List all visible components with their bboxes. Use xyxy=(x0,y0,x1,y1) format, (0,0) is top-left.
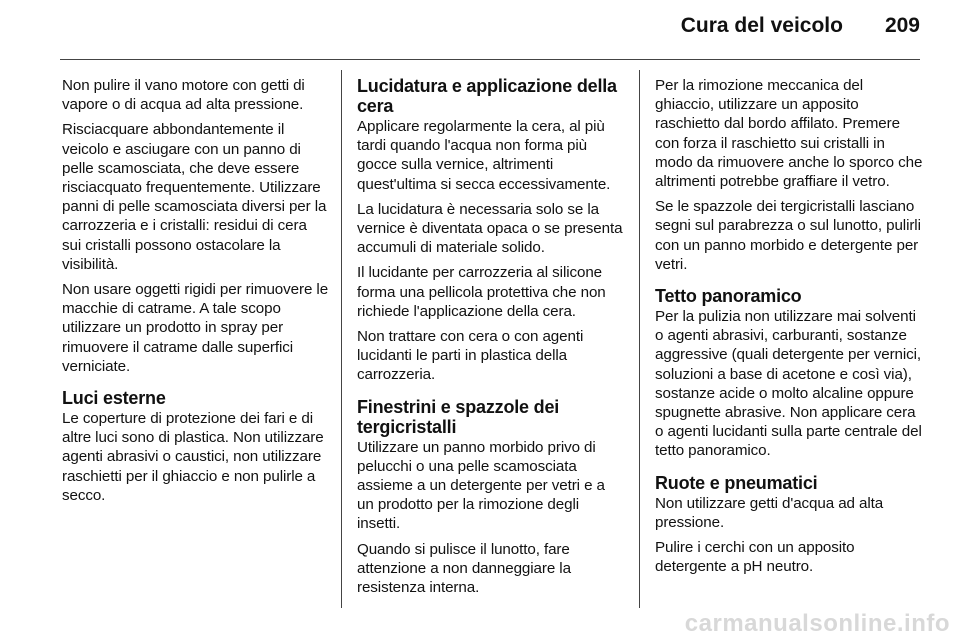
paragraph: Applicare regolarmente la cera, al più tardi quando l'acqua non forma più gocce sulla vernice, altrimenti quest'ultima si secca eccessivamente. xyxy=(357,118,611,193)
column-2 xyxy=(357,76,625,603)
column-divider-1 xyxy=(341,70,342,608)
section-title: Cura del veicolo xyxy=(680,14,843,37)
heading-lucidatura: Lucidatura e applicazione della cera xyxy=(357,76,617,116)
page-header xyxy=(0,14,920,48)
paragraph: Pulire i cerchi con un apposito detergente a pH neutro. xyxy=(655,539,855,576)
paragraph: Per la rimozione meccanica del ghiaccio, utilizzare un apposito raschietto dal bordo affilato. Premere con forza il raschietto sui cristalli in modo da rimuovere anche lo sporco che altrimenti potrebbe graffiare il vetro. xyxy=(655,77,923,191)
paragraph: Non utilizzare getti d'acqua ad alta pressione. xyxy=(655,494,884,531)
heading-ruote-pneumatici: Ruote e pneumatici xyxy=(655,472,818,493)
page-number: 209 xyxy=(884,14,920,37)
column-1 xyxy=(62,76,330,511)
watermark-text: carmanualsonline.info xyxy=(684,610,950,637)
heading-tetto-panoramico: Tetto panoramico xyxy=(655,286,802,307)
heading-luci-esterne: Luci esterne xyxy=(62,388,166,409)
paragraph: Non trattare con cera o con agenti lucidanti le parti in plastica della carrozzeria. xyxy=(357,328,584,384)
paragraph: Se le spazzole dei tergicristalli lasciano segni sul parabrezza o sul lunotto, pulirli con un panno morbido e detergente per vetri. xyxy=(655,198,921,273)
paragraph: Non usare oggetti rigidi per rimuovere le macchie di catrame. A tale scopo utilizzare un prodotto in spray per rimuovere il catrame dalle superfici verniciate. xyxy=(62,281,329,375)
paragraph: La lucidatura è necessaria solo se la vernice è diventata opaca o se presenta accumuli di materiale solido. xyxy=(357,200,623,257)
paragraph: Non pulire il vano motore con getti di vapore o di acqua ad alta pressione. xyxy=(62,77,305,114)
column-divider-2 xyxy=(639,70,640,608)
header-rule xyxy=(60,59,920,60)
paragraph: Utilizzare un panno morbido privo di pelucchi o una pelle scamosciata assieme a un detergente per vetri e a un prodotto per la rimozione degli insetti. xyxy=(357,438,605,533)
paragraph: Il lucidante per carrozzeria al silicone forma una pellicola protettiva che non richiede l'applicazione della cera. xyxy=(357,264,606,320)
heading-finestrini: Finestrini e spazzole dei tergicristalli xyxy=(357,396,560,437)
paragraph: Le coperture di protezione dei fari e di altre luci sono di plastica. Non utilizzare agenti abrasivi o caustici, non utilizzare raschietti per il ghiaccio e non pulirle a secco. xyxy=(62,410,324,504)
paragraph: Risciacquare abbondantemente il veicolo e asciugare con un panno di pelle scamosciata, che deve essere risciacquato frequentemente. Utilizzare panni di pelle scamosciata diversi per la carrozzeria e i cristalli: residui di cera sui cristalli possono ostacolare la visibilità. xyxy=(62,121,327,273)
column-3 xyxy=(655,76,923,582)
paragraph: Per la pulizia non utilizzare mai solventi o agenti abrasivi, carburanti, sostanze aggressive (quali detergente per vernici, soluzioni a base di acetone e così via), sostanze acide o molto alcaline oppure spugnette abrasive. Non applicare cera o agenti lucidanti sulla parte centrale del tetto panoramico. xyxy=(655,308,922,460)
paragraph: Quando si pulisce il lunotto, fare attenzione a non danneggiare la resistenza interna. xyxy=(357,540,571,597)
